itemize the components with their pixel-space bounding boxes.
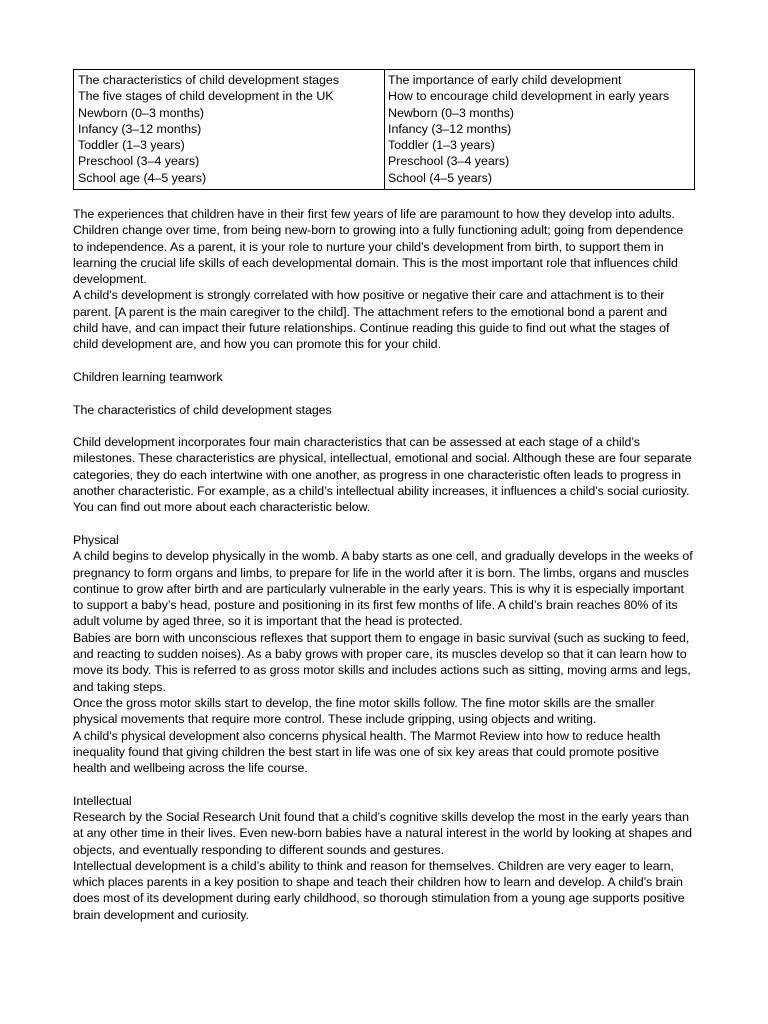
contents-column-right bbox=[384, 70, 694, 189]
contents-table bbox=[73, 69, 695, 190]
physical-paragraph: A child begins to develop physically in the womb. A baby starts as one cell, and gradually develops in the weeks of pregnancy to form organs and limbs, to prepare for life in the world after it is born. The limbs, organs and muscles continue to grow after birth and are particularly vulnerable in the early years. This is why it is especially important to support a baby’s head, posture and positioning in its first few months of life. A child’s brain reaches 80% of its adult volume by aged three, so it is important that the head is protected. bbox=[73, 549, 693, 629]
contents-item: Preschool (3–4 years) bbox=[78, 154, 200, 169]
contents-item: School (4–5 years) bbox=[388, 170, 492, 185]
contents-item: School age (4–5 years) bbox=[78, 170, 207, 185]
contents-item: The importance of early child development bbox=[388, 73, 622, 87]
contents-column-left bbox=[74, 70, 384, 189]
contents-item: Newborn (0–3 months) bbox=[78, 105, 205, 120]
contents-item: Toddler (1–3 years) bbox=[388, 138, 495, 153]
contents-item: Infancy (3–12 months) bbox=[78, 121, 202, 136]
intro-paragraph: The experiences that children have in their first few years of life are paramount to how they develop into adults. Children change over time, from being new-born to growing into a fully functioning adult; going from dependence to independence. As a parent, it is your role to nurture your child’s development from birth, to support them in learning the crucial life skills of each developmental domain. This is the most important role that influences child development. bbox=[73, 207, 684, 287]
image-caption: Children learning teamwork bbox=[73, 369, 223, 384]
physical-paragraph: Babies are born with unconscious reflexes that support them to engage in basic survival (such as sucking to feed, and reacting to sudden noises). As a baby grows with proper care, its muscles develop so that it can learn how to move its body. This is referred to as gross motor skills and includes actions such as sitting, moving arms and legs, and taking steps. bbox=[73, 630, 691, 694]
document-body bbox=[73, 206, 695, 923]
intellectual-paragraph: Research by the Social Research Unit found that a child’s cognitive skills develop the most in the early years than at any other time in their lives. Even new-born babies have a natural interest in the world by looking at shapes and objects, and eventually responding to different sounds and gestures. bbox=[73, 809, 692, 857]
physical-paragraph: A child’s physical development also concerns physical health. The Marmot Review into how to reduce health inequality found that giving children the best start in life was one of six key areas that could promote positive health and wellbeing across the life course. bbox=[73, 728, 661, 776]
intellectual-heading: Intellectual bbox=[73, 793, 132, 808]
physical-heading: Physical bbox=[73, 532, 119, 547]
contents-item: The five stages of child development in the UK bbox=[78, 89, 334, 104]
contents-item: Toddler (1–3 years) bbox=[78, 138, 185, 153]
contents-item: Preschool (3–4 years) bbox=[388, 154, 510, 169]
contents-item: How to encourage child development in early years bbox=[388, 89, 670, 104]
contents-item: Infancy (3–12 months) bbox=[388, 121, 512, 136]
contents-item: The characteristics of child development stages bbox=[78, 73, 340, 87]
characteristics-paragraph: Child development incorporates four main characteristics that can be assessed at each stage of a child’s milestones. These characteristics are physical, intellectual, emotional and social. Although these are four separate categories, they do each intertwine with one another, as progress in one characteristic often leads to progress in another characteristic. For example, as a child’s intellectual ability increases, it influences a child’s social curiosity. You can find out more about each characteristic below. bbox=[73, 435, 692, 515]
contents-item: Newborn (0–3 months) bbox=[388, 105, 515, 120]
section-heading: The characteristics of child development stages bbox=[73, 402, 332, 417]
intro-paragraph: A child’s development is strongly correlated with how positive or negative their care and attachment is to their parent. [A parent is the main caregiver to the child]. The attachment refers to the emotional bond a parent and child have, and can impact their future relationships. Continue reading this guide to find out what the stages of child development are, and how you can promote this for your child. bbox=[73, 288, 670, 352]
intellectual-paragraph: Intellectual development is a child’s ability to think and reason for themselves. Children are very eager to learn, which places parents in a key position to shape and teach their children how to learn and develop. A child’s brain does most of its development during early childhood, so thorough stimulation from a young age supports positive brain development and curiosity. bbox=[73, 858, 685, 922]
physical-paragraph: Once the gross motor skills start to develop, the fine motor skills follow. The fine motor skills are the smaller physical movements that require more control. These include gripping, using objects and writing. bbox=[73, 695, 655, 727]
